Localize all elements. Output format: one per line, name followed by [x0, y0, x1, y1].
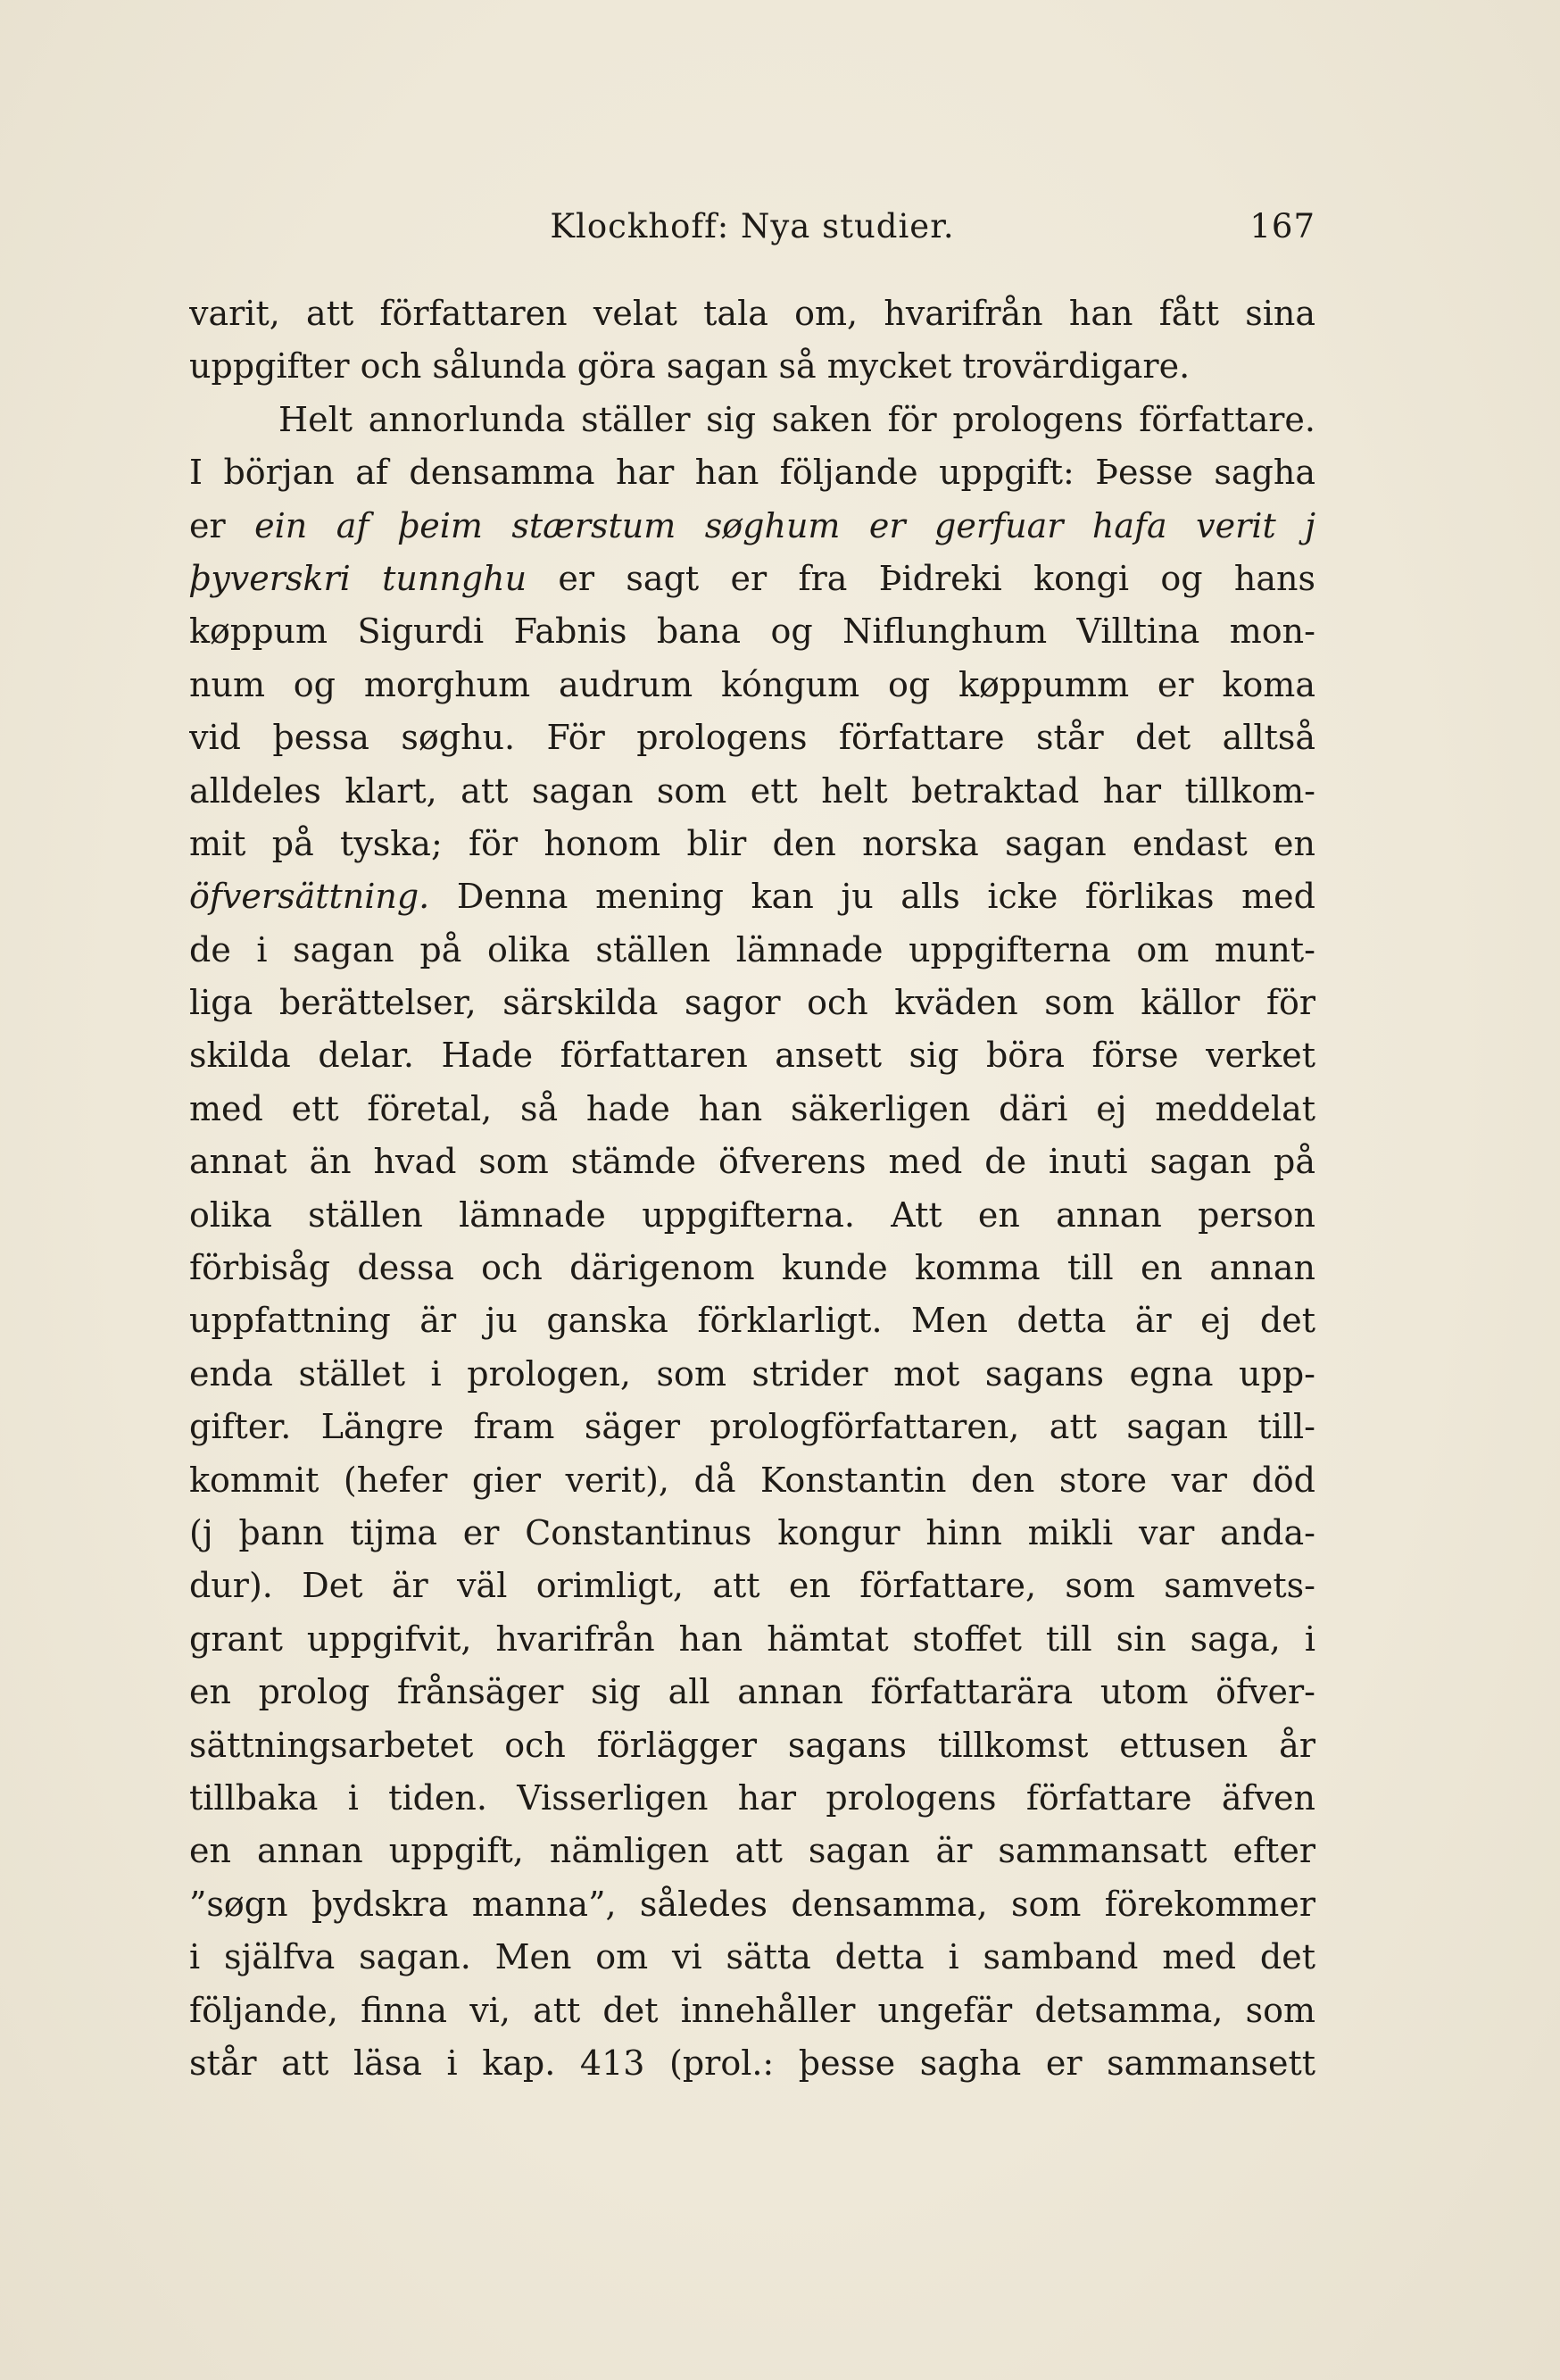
text-line: køppum Sigurdi Fabnis bana og Niflunghum Villtina mon- [189, 612, 1315, 652]
running-head: Klockhoff: Nya studier. [550, 207, 955, 245]
page-number: 167 [1249, 207, 1315, 245]
text-line: sättningsarbetet och förlägger sagans tillkomst ettusen år [189, 1725, 1315, 1765]
text-line: en prolog frånsäger sig all annan författarära utom öfver- [189, 1672, 1315, 1712]
text-line: följande, finna vi, att det innehåller ungefär detsamma, som [189, 1990, 1315, 2030]
text-line: annat än hvad som stämde öfverens med de inuti sagan på [189, 1142, 1315, 1182]
text-line [189, 553, 1315, 605]
text-line: dur). Det är väl orimligt, att en författare, som samvets- [189, 1566, 1315, 1606]
text-line: en annan uppgift, nämligen att sagan är sammansatt efter [189, 1831, 1315, 1871]
italic-term: öfversättning. [189, 877, 430, 917]
text-span: er sagt er fra Þidreki kongi og hans [527, 558, 1315, 598]
text-line: tillbaka i tiden. Visserligen har prologens författare äfven [189, 1777, 1315, 1818]
text-line: gifter. Längre fram säger prologförfattaren, att sagan till- [189, 1407, 1315, 1447]
text-line: I början af densamma har han följande uppgift: Þesse sagha [189, 453, 1315, 493]
text-span: Denna mening kan ju alls icke förlikas med [429, 877, 1315, 917]
italic-quote: ein af þeim stærstum søghum er gerfuar hafa verit j [254, 505, 1315, 545]
text-line: står att läsa i kap. 413 (prol.: þesse sagha er sammansett [189, 2043, 1315, 2083]
text-line: skilda delar. Hade författaren ansett sig böra förse verket [189, 1036, 1315, 1076]
text-line [189, 870, 1315, 923]
text-line: num og morghum audrum kóngum og køppumm er koma [189, 664, 1315, 704]
text-line: mit på tyska; för honom blir den norska sagan endast en [189, 823, 1315, 863]
text-span: er [189, 505, 255, 545]
text-line: enda stället i prologen, som strider mot sagans egna upp- [189, 1353, 1315, 1394]
text-line: liga berättelser, särskilda sagor och kväden som källor för [189, 983, 1315, 1023]
text-line: ”søgn þydskra manna”, således densamma, som förekommer [189, 1884, 1315, 1924]
text-line: de i sagan på olika ställen lämnade uppgifterna om munt- [189, 929, 1315, 969]
text-line: Helt annorlunda ställer sig saken för prologens författare. [278, 399, 1315, 439]
text-line: (j þann tijma er Constantinus kongur hinn mikli var anda- [189, 1512, 1315, 1552]
text-line: varit, att författaren velat tala om, hvarifrån han fått sina [189, 294, 1315, 333]
text-line: kommit (hefer gier verit), då Konstantin den store var död [189, 1460, 1315, 1500]
page-header [189, 207, 1315, 252]
text-line: förbisåg dessa och därigenom kunde komma till en annan [189, 1248, 1315, 1288]
text-line: uppfattning är ju ganska förklarligt. Men detta är ej det [189, 1301, 1315, 1341]
text-line: vid þessa søghu. För prologens författare står det alltså [189, 718, 1315, 758]
body-text [189, 287, 1315, 2090]
text-line [189, 500, 1315, 553]
text-line: i själfva sagan. Men om vi sätta detta i samband med det [189, 1937, 1315, 1977]
text-line: olika ställen lämnade uppgifterna. Att en annan person [189, 1194, 1315, 1235]
italic-quote: þyverskri tunnghu [189, 558, 527, 598]
text-line: grant uppgifvit, hvarifrån han hämtat stoffet till sin saga, i [189, 1619, 1315, 1659]
text-line: uppgifter och sålunda göra sagan så mycket trovärdigare. [189, 346, 1191, 387]
text-line: alldeles klart, att sagan som ett helt betraktad har tillkom- [189, 770, 1315, 811]
text-line: med ett företal, så hade han säkerligen däri ej meddelat [189, 1088, 1315, 1128]
